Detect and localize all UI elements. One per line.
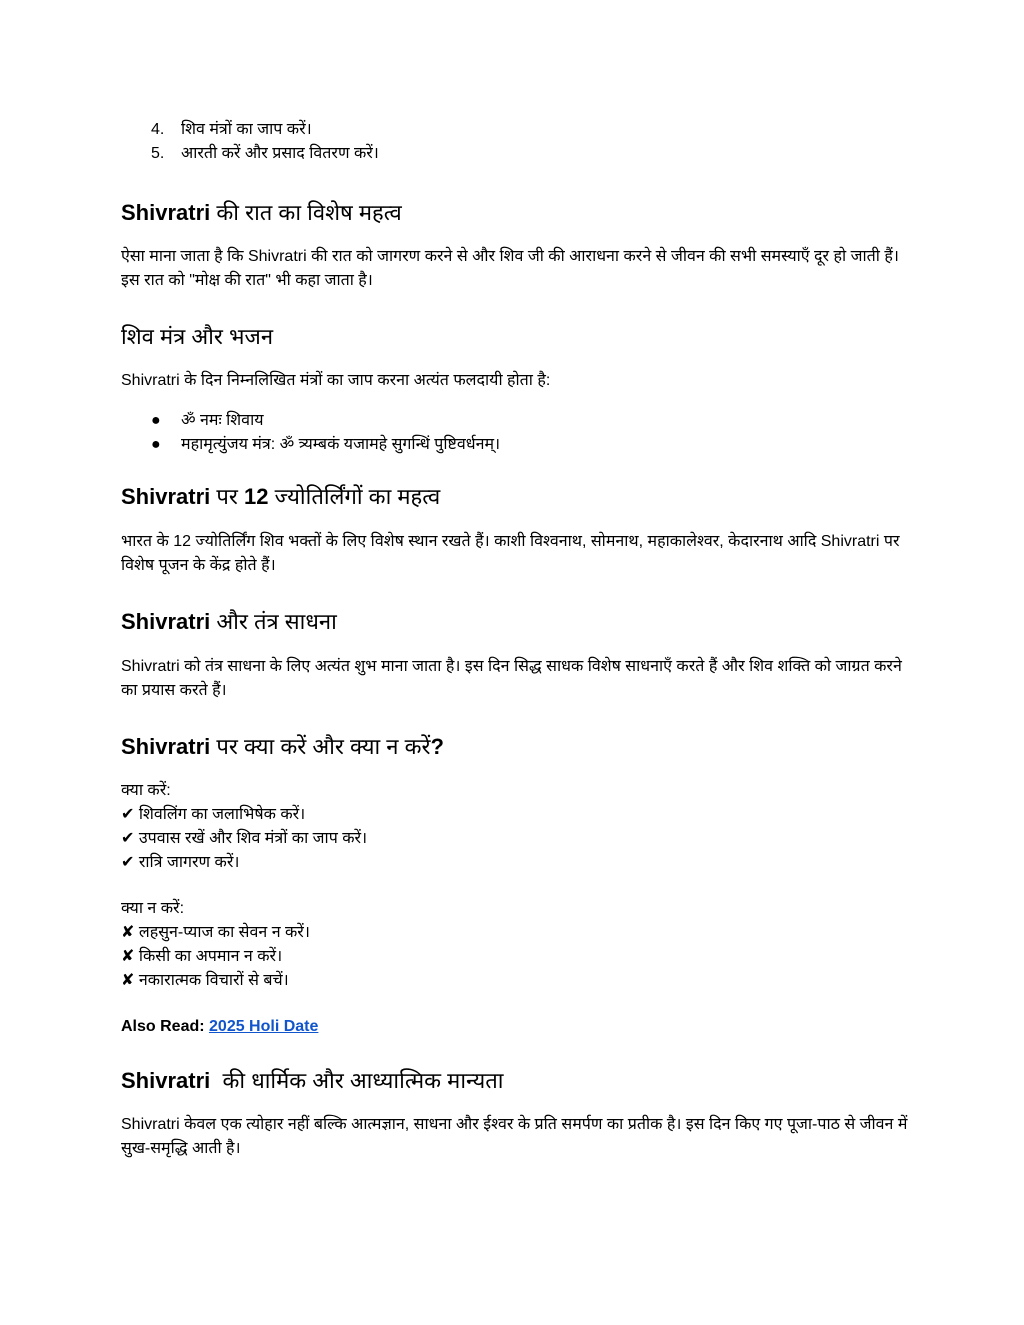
puja-steps-list bbox=[121, 118, 911, 166]
paragraph-jyotirlinga: भारत के 12 ज्योतिर्लिंग शिव भक्तों के लिए विशेष स्थान रखते हैं। काशी विश्वनाथ, सोमनाथ, महाकालेश्वर, केदारनाथ आदि Shivratri पर विशेष पूजन के केंद्र होते हैं। bbox=[121, 533, 900, 574]
also-read-label: Also Read: bbox=[121, 1018, 210, 1035]
dos-label: क्या करें: bbox=[121, 782, 171, 799]
also-read-line bbox=[121, 1015, 911, 1039]
mantra-list bbox=[121, 409, 911, 457]
paragraph-mantra-intro: Shivratri के दिन निम्नलिखित मंत्रों का जाप करना अत्यंत फलदायी होता है: bbox=[121, 372, 551, 389]
document-content bbox=[121, 118, 911, 1161]
donts-item: ✘ नकारात्मक विचारों से बचें। bbox=[121, 972, 289, 989]
donts-block bbox=[121, 897, 911, 993]
dos-item: ✔ रात्रि जागरण करें। bbox=[121, 854, 240, 871]
dos-item: ✔ शिवलिंग का जलाभिषेक करें। bbox=[121, 806, 306, 823]
holi-date-link[interactable]: 2025 Holi Date bbox=[209, 1018, 319, 1035]
list-item: ● ॐ नमः शिवाय bbox=[151, 409, 911, 433]
heading-beliefs: Shivratri की धार्मिक और आध्यात्मिक मान्यता bbox=[121, 1068, 504, 1093]
dos-block bbox=[121, 779, 911, 875]
list-item: ● महामृत्युंजय मंत्र: ॐ त्र्यम्बकं यजामहे सुगन्धिं पुष्टिवर्धनम्। bbox=[151, 433, 911, 457]
paragraph-night-significance: ऐसा माना जाता है कि Shivratri की रात को जागरण करने से और शिव जी की आराधना करने से जीवन की सभी समस्याएँ दूर हो जाती हैं। इस रात को "मोक्ष की रात" भी कहा जाता है। bbox=[121, 248, 899, 289]
donts-item: ✘ किसी का अपमान न करें। bbox=[121, 948, 283, 965]
donts-label: क्या न करें: bbox=[121, 900, 185, 917]
bullet-icon: ● bbox=[151, 436, 161, 453]
bullet-icon: ● bbox=[151, 412, 161, 429]
paragraph-beliefs: Shivratri केवल एक त्योहार नहीं बल्कि आत्मज्ञान, साधना और ईश्वर के प्रति समर्पण का प्रतीक है। इस दिन किए गए पूजा-पाठ से जीवन में सुख-समृद्धि आती है। bbox=[121, 1116, 908, 1157]
donts-item: ✘ लहसुन-प्याज का सेवन न करें। bbox=[121, 924, 310, 941]
list-item: 4. शिव मंत्रों का जाप करें। bbox=[151, 121, 312, 138]
dos-item: ✔ उपवास रखें और शिव मंत्रों का जाप करें। bbox=[121, 830, 368, 847]
list-item: 5. आरती करें और प्रसाद वितरण करें। bbox=[151, 145, 379, 162]
heading-jyotirlinga: Shivratri पर 12 ज्योतिर्लिंगों का महत्व bbox=[121, 484, 441, 509]
paragraph-tantra: Shivratri को तंत्र साधना के लिए अत्यंत शुभ माना जाता है। इस दिन सिद्ध साधक विशेष साधनाएँ करते हैं और शिव शक्ति को जाग्रत करने का प्रयास करते हैं। bbox=[121, 658, 902, 699]
heading-dos-donts: Shivratri पर क्या करें और क्या न करें? bbox=[121, 734, 444, 759]
heading-tantra: Shivratri और तंत्र साधना bbox=[121, 609, 337, 634]
heading-mantra: शिव मंत्र और भजन bbox=[121, 324, 274, 349]
heading-night-significance: Shivratri की रात का विशेष महत्व bbox=[121, 200, 402, 225]
